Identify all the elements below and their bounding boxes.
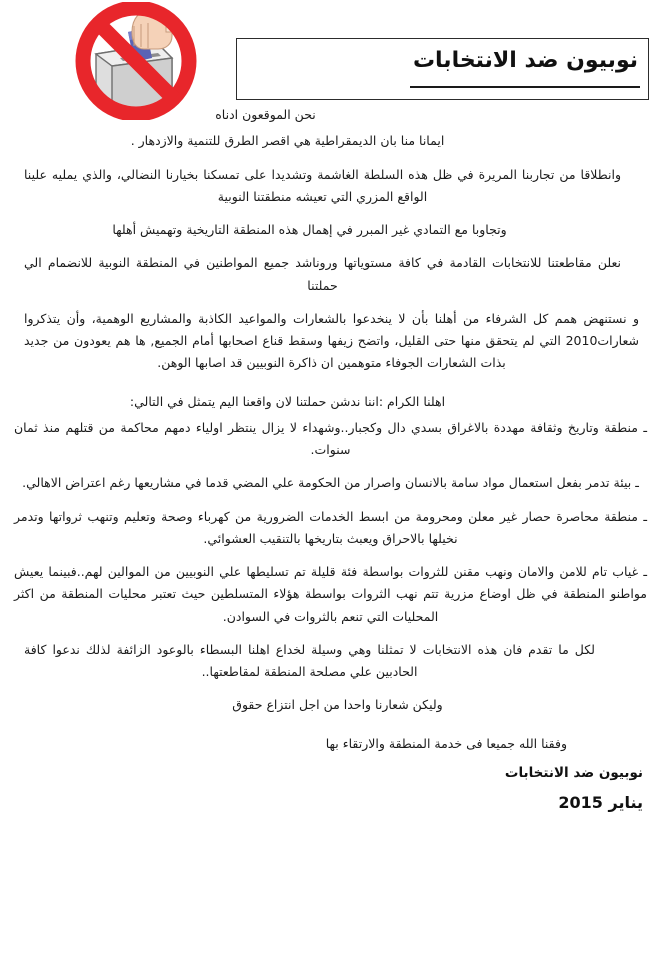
paragraph-false-slogans: و نستنهض همم كل الشرفاء من أهلنا بأن لا ينخدعوا بالشعارات والمواعيد الكاذبة والمشاريع الوهمية، وأن يتذكروا شعارات2010 التي لم يتحقق منها حتى القليل، واتضح زيفها وسقط قناع اصحابها أمام الجميع, ها هم يعودون من جديد بذات الشعارات الجوفاء متوهمين ان ذاكرة النوبيين قد اصابها الوهن.: [24, 310, 639, 371]
demand-item-3: ـ منطقة محاصرة حصار غير معلن ومحرومة من ابسط الخدمات الضرورية من كهرباء وصحة وتعليم وتنهب ثرواتها وتدمر نخيلها بالاحراق ويعبث بتاريخها بالتنقيب العشوائي.: [14, 508, 647, 546]
page-title: نوبيون ضد الانتخابات: [412, 48, 638, 73]
demand-item-2: ـ بيئة تدمر بفعل استعمال مواد سامة بالانسان واصرار من الحكومة علي المضي قدما في مشاريعها رغم اعتراض الاهالي.: [22, 475, 639, 491]
blessing-line: وفقنا الله جميعا فى خدمة المنطقة والارتقاء بها: [325, 735, 567, 751]
unified-slogan-line: وليكن شعارنا واحدا من اجل انتزاع حقوق: [232, 697, 443, 713]
paragraph-boycott-declaration: نعلن مقاطعتنا للانتخابات القادمة في كافة مستوياتها وروناشد جميع المواطنين في المنطقة النوبية للانضمام الي حملتنا: [24, 255, 621, 293]
no-voting-prohibition-logo: [62, 2, 222, 120]
signature-block: [14, 733, 647, 818]
signature-organization: نوبيون ضد الانتخابات: [504, 765, 643, 781]
demand-item-1: ـ منطقة وتاريخ وثقافة مهددة بالاغراق بسدي دال وكجبار..وشهداء لا يزال ينتظر اولياء دمهم محاكمة من قتلهم منذ ثمان سنوات.: [14, 419, 647, 457]
demands-intro: اهلنا الكرام :اننا ندشن حملتنا لان واقعنا اليم يتمثل في التالي:: [129, 393, 446, 409]
paragraph-belief: ايمانا منا بان الديمقراطية هي اقصر الطرق للتنمية والازدهار .: [130, 133, 445, 149]
document-body: [14, 104, 647, 812]
title-frame: [236, 38, 649, 100]
conclusion-paragraph: لكل ما تقدم فان هذه الانتخابات لا تمثلنا وهي وسيلة لخداع اهلنا البسطاء بالوعود الزائفة لذلك ندعوا كافة الحادبين علي مصلحة المنطقة لمقاطعتها..: [24, 641, 595, 679]
title-underline: [410, 86, 640, 88]
opening-line: نحن الموقعون ادناه: [215, 107, 316, 122]
document-header: [0, 0, 661, 110]
signature-date: يناير 2015: [558, 792, 643, 812]
demand-item-4: ـ غياب تام للامن والامان ونهب مقنن للثروات بواسطة فئة قليلة تم تسليطها علي النوبيين من الموالين لهم..فبينما يعيش مواطنو المنطقة في ظل اوضاع مزرية تتم نهب الثروات بواسطة هؤلاء المتسلطين حيث تعتبر محليات المنطقة من اكثر المحليات التي تنعم بالثروات في السوادن.: [14, 564, 647, 624]
paragraph-neglect: وتجاوبا مع التمادي غير المبرر في إهمال هذه المنطقة التاريخية وتهميش أهلها: [112, 222, 507, 237]
paragraph-bitter-experience: وانطلاقا من تجاربنا المريرة في ظل هذه السلطة الغاشمة وتشديدا على تمسكنا بخيارنا النضالي، والذي يمليه علينا الواقع المزري التي تعيشه منطقتنا النوبية: [24, 166, 621, 204]
